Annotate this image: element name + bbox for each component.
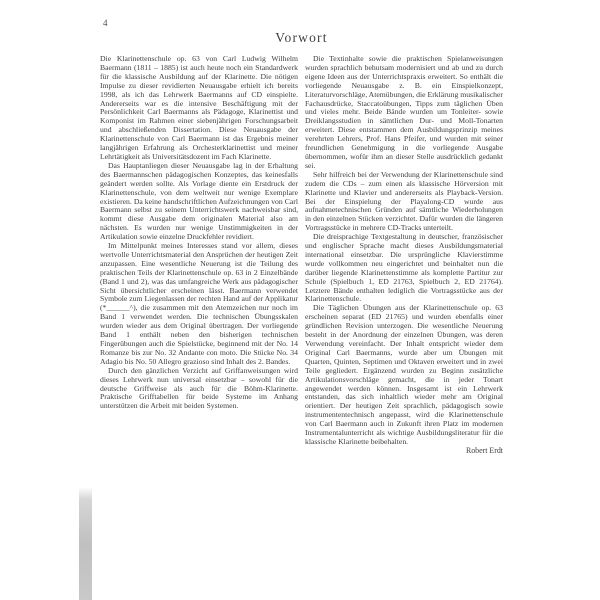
paragraph: Die Klarinettenschule op. 63 von Carl Ludwig Wilhelm Baermann (1811 – 1885) ist auch heute noch ein Standardwerk für die klassische Ausbildung auf der Klarinette. Die nötigen Impulse zu dieser revidierten Neuausgabe erhielt ich bereits 1998, als ich das Lehrwerk Baermanns auf CD einspielte. Andererseits war es die intensive Beschäftigung mit der Persönlichkeit Carl Baermanns als Pädagoge, Klarinettist und Komponist im Rahmen einer siebenjährigen Forschungsarbeit und abschließenden Dissertation. Diese Neuausgabe der Klarinettenschule von Carl Baermann ist das Ergebnis meiner langjährigen Erfahrung als Orchesterklarinettist und meiner Lehrtätigkeit als Universitätsdozent im Fach Klarinette. xyxy=(100,54,298,161)
page-title: Vorwort xyxy=(275,30,328,45)
right-column xyxy=(305,55,503,456)
paragraph: Im Mittelpunkt meines Interesses stand vor allem, dieses wertvolle Unterrichtsmaterial den Ansprüchen der heutigen Zeit anzupassen. Eine wesentliche Neuerung ist die Teilung des praktischen Teils der Klarinettenschule op. 63 in 2 Einzelbände (Band 1 und 2), was das umfangreiche Werk aus pädagogischer Sicht übersichtlicher erscheinen lässt. Baermann verwendet Symbole zum Liegenlassen der rechten Hand auf der Applikatur (*______^), die zusammen mit den Atemzeichen nur noch im Band 1 verwendet werden. Die technischen Übungsskalen wurden wieder aus dem Original übertragen. Der vorliegende Band 1 enthält neben den bisherigen technischen Fingerübungen auch die Spielstücke, beginnend mit der No. 14 Romanze bis zur No. 32 Andante con moto. Die Stücke No. 34 Adagio bis No. 50 Allegro grazioso sind Inhalt des 2. Bandes. xyxy=(100,241,298,366)
paragraph: Die Textinhalte sowie die praktischen Spielanweisungen wurden sprachlich behutsam modernisiert und ab und zu durch eigene Ideen aus der Unterrichtspraxis erweitert. So enthält die vorliegende Neuausgabe z. B. ein Einspielkonzept, Literaturvorschläge, Atemübungen, die Erklärung musikalischer Fachausdrücke, Staccatoübungen, Tipps zum täglichen Üben und vieles mehr. Beide Bände wurden um Tonleiter- sowie Dreiklangsstudien in sämtlichen Dur- und Moll-Tonarten erweitert. Diese entstammen dem Ausbildungsprinzip meines verehrten Lehrers, Prof. Hans Pfeifer, und wurden mit seiner freundlichen Genehmigung in die vorliegende Ausgabe übernommen, wofür ihm an dieser Stelle ausdrücklich gedankt sei. xyxy=(305,54,503,170)
paragraph: Durch den gänzlichen Verzicht auf Griffanweisungen wird dieses Lehrwerk nun universal einsetzbar – sowohl für die deutsche Griffweise als auch für die Böhm-Klarinette. Praktische Grifftabellen für beide Systeme im Anhang unterstützen die Arbeit mit beiden Systemen. xyxy=(100,365,298,411)
page-number: 4 xyxy=(103,18,108,28)
paragraph: Das Hauptanliegen dieser Neuausgabe lag in der Erhaltung des Baermannschen pädagogischen Konzeptes, das keinesfalls geändert werden sollte. Als Vorlage diente ein Erstdruck der Klarinettenschule, von dem weltweit nur wenige Exemplare existieren. Da keine handschriftlichen Aufzeichnungen von Carl Baermann selbst zu seinem Unterrichtswerk nachweisbar sind, kommt diese Ausgabe dem originalen Material also am nächsten. Es wurden nur wenige Unstimmigkeiten in der Artikulation sowie einzelne Druckfehler revidiert. xyxy=(100,160,298,242)
paragraph: Die Täglichen Übungen aus der Klarinettenschule op. 63 erscheinen separat (ED 21765) und wurden ebenfalls einer gründlichen Revision unterzogen. Die wesentliche Neuerung besteht in der Anordnung der einzelnen Übungen, was deren Verwendung vereinfacht. Der Inhalt entspricht wieder dem Original Carl Baermanns, wurde aber um Übungen mit Quarten, Quinten, Septimen und Oktaven erweitert und in zwei Teile gegliedert. Ergänzend wurden zu Beginn zusätzliche Artikulationsvorschläge gemacht, die in jeder Tonart angewendet werden können. Insgesamt ist ein Lehrwerk entstanden, das sich inhaltlich wieder mehr am Original orientiert. Der heutigen Zeit sprachlich, pädagogisch sowie instrumententechnisch angepasst, wird die Klarinettenschule von Carl Baermann auch in Zukunft ihren Platz im modernen Instrumentalunterricht als wichtige Ausbildungsliteratur für die klassische Klarinette beibehalten. xyxy=(305,303,503,446)
preface-text-block xyxy=(100,55,503,456)
left-column xyxy=(100,55,298,456)
page-edge-shadow xyxy=(79,488,92,600)
paragraph: Die dreisprachige Textgestaltung in deutscher, französischer und englischer Sprache macht dieses Ausbildungsmaterial international einsetzbar. Die ursprüngliche Klavierstimme wurde vollkommen neu eingerichtet und beinhaltet nun die darüber liegende Klarinettenstimme als komplette Partitur zur Schule (Spielbuch 1, ED 21763, Spielbuch 2, ED 21764). Letztere Bände enthalten lediglich die Vortragsstücke aus der Klarinettenschule. xyxy=(305,232,503,304)
paragraph: Sehr hilfreich bei der Verwendung der Klarinettenschule sind zudem die CDs – zum einen als klassische Hörversion mit Klarinette und Klavier und andererseits als Playback-Version. Bei der Einspielung der Playalong-CD wurde aus aufnahmetechnischen Gründen auf sämtliche Wiederholungen in den einzelnen Stücken verzichtet. Dafür wurden die längeren Vortragsstücke in mehrere CD-Tracks unterteilt. xyxy=(305,169,503,233)
author-signature: Robert Erdt xyxy=(465,445,503,455)
